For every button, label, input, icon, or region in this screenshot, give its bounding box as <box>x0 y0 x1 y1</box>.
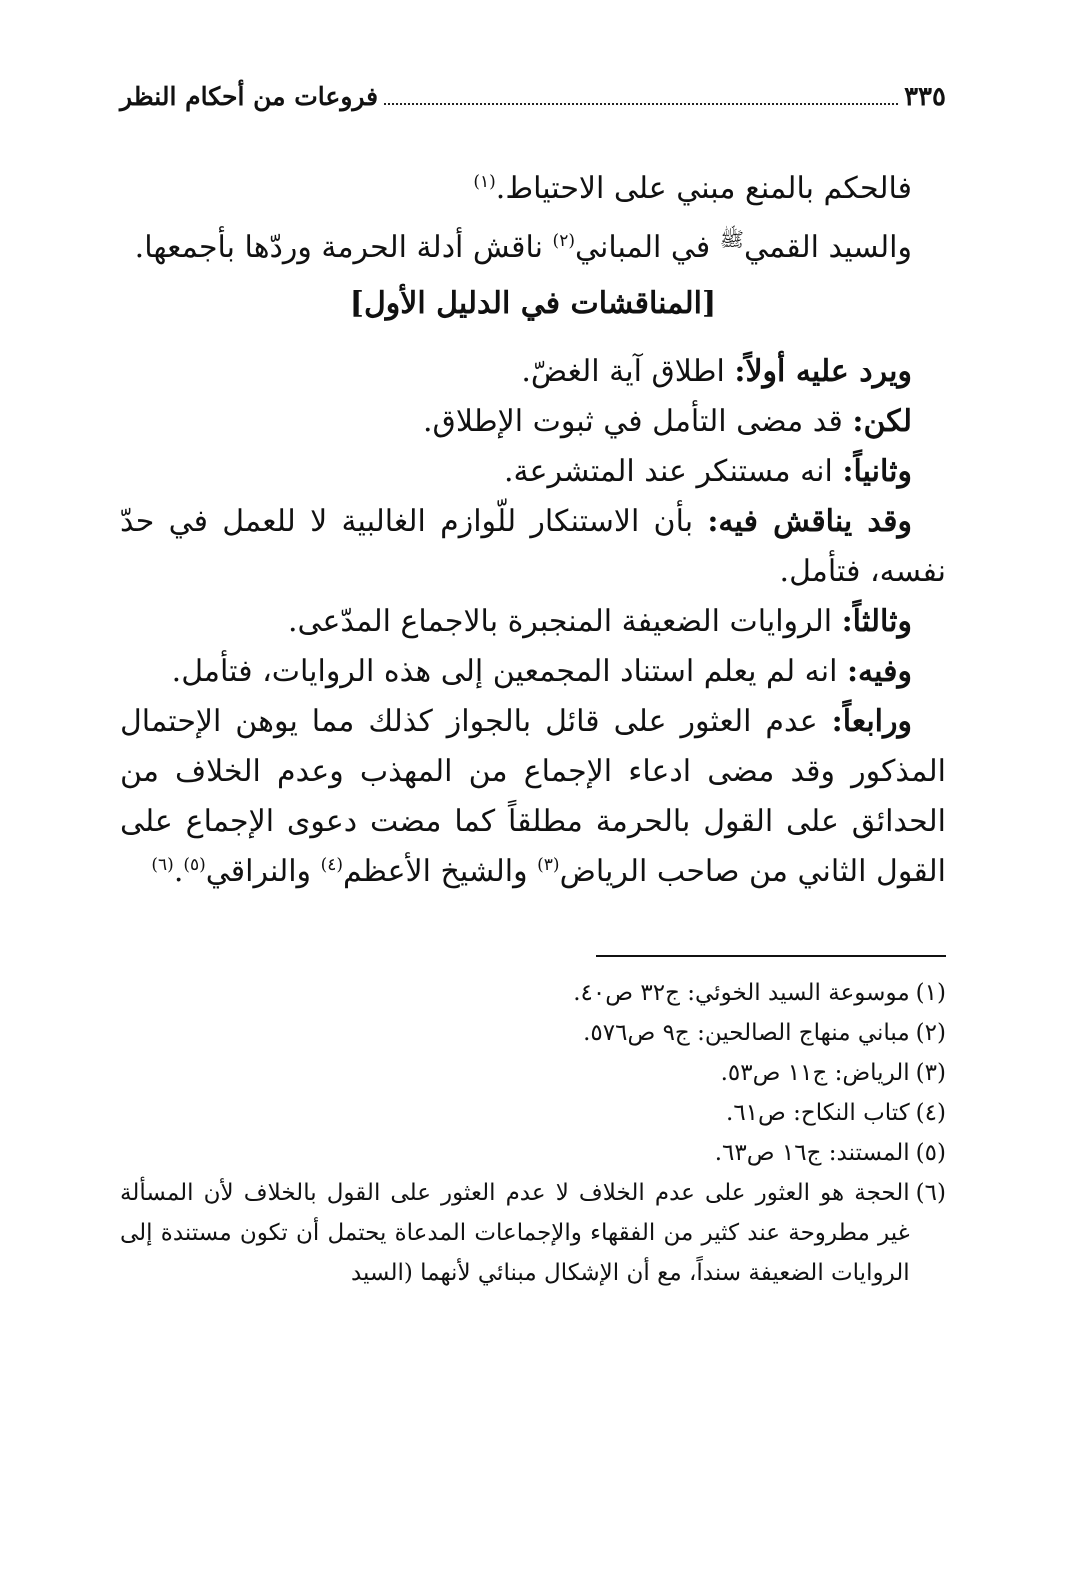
paragraph-3-label: ويرد عليه أولاً: <box>734 354 912 389</box>
footnote-ref-4: (٤) <box>320 855 343 875</box>
paragraph-3 <box>120 347 946 397</box>
paragraph-9 <box>120 697 946 897</box>
footnote-number: (٦) <box>915 1180 946 1206</box>
paragraph-3-text: اطلاق آية الغضّ. <box>521 354 735 389</box>
footnote-number: (١) <box>915 980 946 1006</box>
paragraph-9-text-c: والنراقي <box>205 854 321 889</box>
footnote-3 <box>120 1053 946 1093</box>
paragraph-8-text: انه لم يعلم استناد المجمعين إلى هذه الروايات، فتأمل. <box>171 654 847 689</box>
footnote-ref-1: (١) <box>473 172 496 192</box>
honorific-glyph: ﷺ <box>719 227 744 251</box>
footnote-ref-6: (٦) <box>151 855 174 875</box>
paragraph-1-text: فالحكم بالمنع مبني على الاحتياط. <box>495 171 912 206</box>
paragraph-1 <box>120 164 946 214</box>
footnotes <box>120 973 946 1293</box>
paragraph-9-text-a: عدم العثور على قائل بالجواز كذلك مما يوهن الإحتمال المذكور وقد مضى ادعاء الإجماع من المهذب وعدم الخلاف من الحدائق على القول بالحرمة مطلقاً كما مضت دعوى الإجماع على القول الثاني من صاحب الرياض <box>120 704 946 889</box>
footnote-text: موسوعة السيد الخوئي: ج٣٢ ص٤٠. <box>573 980 910 1006</box>
footnote-6 <box>120 1173 946 1293</box>
paragraph-6 <box>120 497 946 597</box>
paragraph-7-label: وثالثاً: <box>841 604 912 639</box>
footnote-text: الرياض: ج١١ ص٥٣. <box>720 1060 910 1086</box>
paragraph-4-text: قد مضى التأمل في ثبوت الإطلاق. <box>423 404 853 439</box>
footnote-ref-3: (٣) <box>537 855 560 875</box>
paragraph-5-label: وثانياً: <box>842 454 912 489</box>
paragraph-9-text-d: . <box>173 854 184 889</box>
footnote-2 <box>120 1013 946 1053</box>
section-heading: [المناقشات في الدليل الأول] <box>349 286 717 321</box>
footnote-text: المستند: ج١٦ ص٦٣. <box>714 1140 910 1166</box>
main-text <box>120 164 946 897</box>
paragraph-5-text: انه مستنكر عند المتشرعة. <box>504 454 843 489</box>
paragraph-5 <box>120 447 946 497</box>
paragraph-8 <box>120 647 946 697</box>
footnote-number: (٤) <box>915 1100 946 1126</box>
footnote-number: (٣) <box>915 1060 946 1086</box>
footnote-ref-2: (٢) <box>552 231 575 251</box>
header-leader-dots <box>384 88 898 105</box>
paragraph-6-text: بأن الاستنكار للّوازم الغالبية لا للعمل في حدّ نفسه، فتأمل. <box>120 504 946 589</box>
paragraph-8-label: وفيه: <box>846 654 912 689</box>
running-title: فروعات من أحكام النظر <box>120 82 379 111</box>
footnote-number: (٥) <box>915 1140 946 1166</box>
paragraph-6-label: وقد يناقش فيه: <box>707 504 912 539</box>
paragraph-7-text: الروايات الضعيفة المنجبرة بالاجماع المدّعى. <box>287 604 842 639</box>
footnote-text: الحجة هو العثور على عدم الخلاف لا عدم العثور على القول بالخلاف لأن المسألة غير مطروحة عند كثير من الفقهاء والإجماعات المدعاة يحتمل أن تكون مستندة إلى الروايات الضعيفة سنداً، مع أن الإشكال مبنائي لأنهما (السيد <box>120 1180 910 1286</box>
footnote-ref-5: (٥) <box>183 855 206 875</box>
paragraph-4 <box>120 397 946 447</box>
paragraph-2 <box>120 214 946 273</box>
footnote-1 <box>120 973 946 1013</box>
paragraph-7 <box>120 597 946 647</box>
footnote-text: مباني منهاج الصالحين: ج٩ ص٥٧٦. <box>583 1020 910 1046</box>
footnote-number: (٢) <box>915 1020 946 1046</box>
footnote-4 <box>120 1093 946 1133</box>
paragraph-9-text-b: والشيخ الأعظم <box>343 854 538 889</box>
paragraph-9-label: ورابعاً: <box>831 704 912 739</box>
paragraph-2-text-a: والسيد القمي <box>743 230 912 265</box>
page-number: ٣٣٥ <box>904 82 946 112</box>
paragraph-2-text-c: ناقش أدلة الحرمة وردّها بأجمعها. <box>134 230 553 265</box>
footnote-text: كتاب النكاح: ص٦١. <box>726 1100 910 1126</box>
footnote-divider <box>596 955 946 957</box>
running-header <box>120 70 946 112</box>
paragraph-2-text-b: في المباني <box>574 230 720 265</box>
paragraph-4-label: لكن: <box>852 404 912 439</box>
footnote-5 <box>120 1133 946 1173</box>
